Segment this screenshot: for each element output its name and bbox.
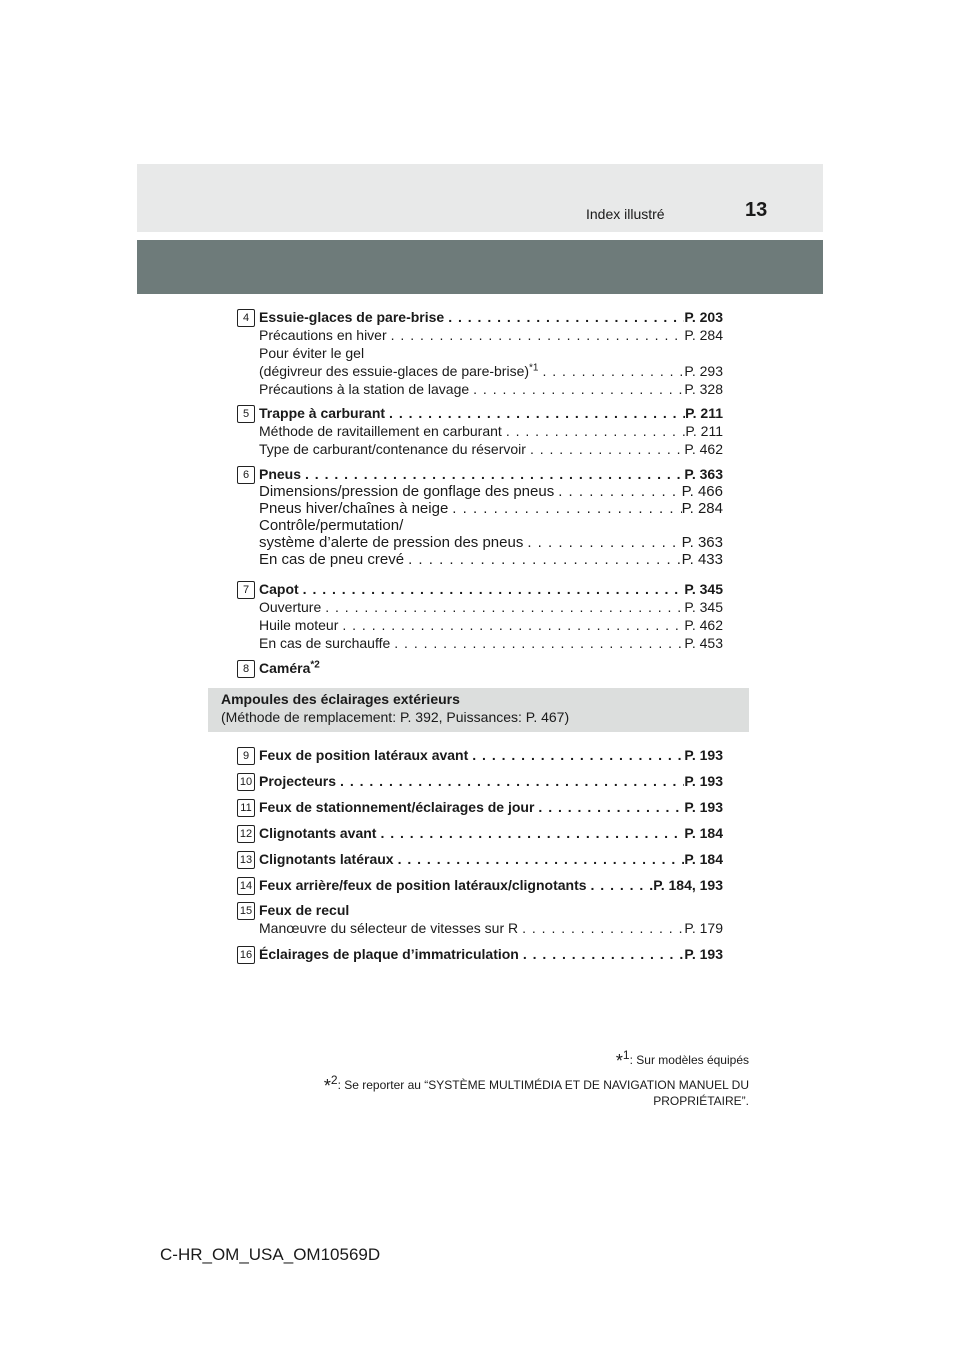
entry-hood [237, 580, 723, 652]
entry-title[interactable]: Projecteurs . . . P. 193 [259, 772, 723, 790]
bulbs-subtitle: (Méthode de remplacement: P. 392, Puissances: P. 467) [221, 709, 570, 725]
entry-title: Caméra$^{*2}$ [259, 659, 320, 676]
footnote-2: *$^2$: Se reporter au “SYSTÈME MULTIMÉDIA ET DE NAVIGATION MANUEL DU PROPRIÉTAIRE”. [323, 1073, 749, 1108]
entry-subitem[interactable]: Pneus hiver/chaînes à neige . . . P. 284 [259, 500, 723, 517]
entry-title[interactable]: Essuie-glaces de pare-brise . . . P. 203 [259, 308, 723, 326]
bulbs-title: Ampoules des éclairages extérieurs [221, 691, 460, 707]
entry-title[interactable]: Clignotants avant . . . P. 184 [259, 824, 723, 842]
entry-rear-lights [237, 876, 723, 894]
callout-number: 10 [237, 773, 255, 791]
callout-number: 7 [237, 581, 255, 599]
entry-subitem[interactable]: Dimensions/pression de gonflage des pneus . . . P. 466 [259, 483, 723, 500]
entry-camera [237, 659, 723, 677]
bulbs-info-box [208, 688, 749, 732]
callout-number: 9 [237, 747, 255, 765]
entry-subitem: Contrôle/permutation/ [259, 517, 404, 534]
entry-title[interactable]: Feux de stationnement/éclairages de jour . . . P. 193 [259, 798, 723, 816]
entry-subitem[interactable]: Ouverture . . . P. 345 [259, 598, 723, 616]
document-code: C-HR_OM_USA_OM10569D [160, 1245, 381, 1264]
callout-number: 13 [237, 851, 255, 869]
entry-front-turn-signals [237, 824, 723, 842]
entry-subitem[interactable]: (dégivreur des essuie-glaces de pare-brise)$^{*1}$ . . . P. 293 [259, 362, 723, 380]
entry-front-side-marker [237, 746, 723, 764]
callout-number: 6 [237, 466, 255, 484]
entry-side-turn-signals [237, 850, 723, 868]
entry-subitem[interactable]: En cas de pneu crevé . . . P. 433 [259, 551, 723, 568]
callout-number: 15 [237, 902, 255, 920]
header-band [137, 240, 823, 294]
entry-title[interactable]: Pneus . . . P. 363 [259, 465, 723, 483]
callout-number: 12 [237, 825, 255, 843]
callout-number: 11 [237, 799, 255, 817]
callout-number: 16 [237, 946, 255, 964]
callout-number: 4 [237, 309, 255, 327]
entry-windshield-wipers [237, 308, 723, 398]
entry-subitem: Pour éviter le gel [259, 345, 365, 361]
entry-fuel-door [237, 404, 723, 458]
entry-title: Feux de recul [259, 902, 350, 918]
entry-title[interactable]: Éclairages de plaque d’immatriculation . . . P. 193 [259, 945, 723, 963]
entry-subitem[interactable]: En cas de surchauffe . . . P. 453 [259, 634, 723, 652]
header-bar [137, 164, 823, 232]
page-number: 13 [745, 199, 768, 221]
entry-subitem[interactable]: système d’alerte de pression des pneus . . . P. 363 [259, 534, 723, 551]
entry-title[interactable]: Clignotants latéraux . . . P. 184 [259, 850, 723, 868]
entry-headlights [237, 772, 723, 790]
entry-subitem[interactable]: Précautions en hiver . . . P. 284 [259, 326, 723, 344]
entry-parking-drl [237, 798, 723, 816]
entry-license-plate-lights [237, 945, 723, 963]
entry-tires [237, 465, 723, 568]
footnote-1: *$^1$: Sur modèles équipés [615, 1048, 749, 1071]
callout-number: 14 [237, 877, 255, 895]
section-title: Index illustré [586, 206, 665, 222]
entry-subitem[interactable]: Manœuvre du sélecteur de vitesses sur R . . . P. 179 [259, 919, 723, 937]
entry-title[interactable]: Feux de position latéraux avant . . . P. 193 [259, 746, 723, 764]
entry-subitem[interactable]: Méthode de ravitaillement en carburant . . . P. 211 [259, 422, 723, 440]
entry-backup-lights [237, 901, 723, 937]
entry-subitem[interactable]: Huile moteur . . . P. 462 [259, 616, 723, 634]
callout-number: 5 [237, 405, 255, 423]
entry-title[interactable]: Trappe à carburant . . . P. 211 [259, 404, 723, 422]
entry-title[interactable]: Capot . . . P. 345 [259, 580, 723, 598]
entry-subitem[interactable]: Type de carburant/contenance du réservoir . . . P. 462 [259, 440, 723, 458]
callout-number: 8 [237, 660, 255, 678]
entry-title[interactable]: Feux arrière/feux de position latéraux/clignotants . . . P. 184, 193 [259, 876, 723, 894]
entry-subitem[interactable]: Précautions à la station de lavage . . . P. 328 [259, 380, 723, 398]
